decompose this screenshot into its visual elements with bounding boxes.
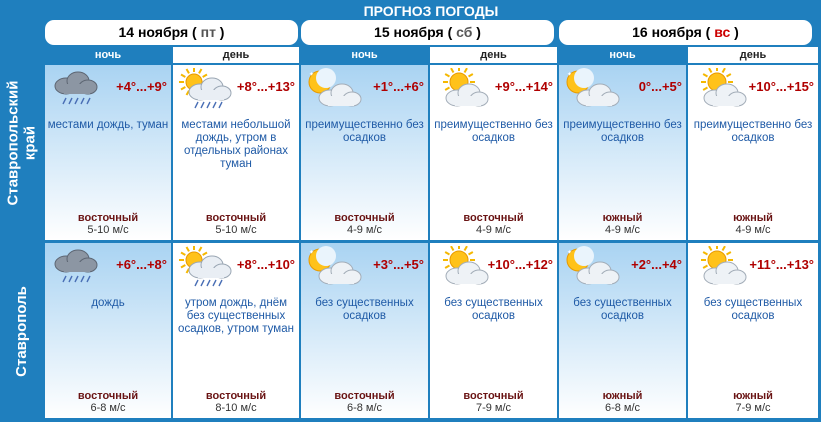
forecast-cell <box>688 65 818 240</box>
wind-direction: восточный <box>77 212 139 224</box>
weather-description: преимущественно без осадков <box>693 119 813 144</box>
period-day-label: день <box>430 47 557 63</box>
period-day-label: день <box>688 47 818 63</box>
wind-speed: 7-9 м/с <box>735 402 771 414</box>
weather-description: без существенных осадков <box>444 297 543 322</box>
weather-description: без существенных осадков <box>573 297 672 322</box>
day-weekday: пт <box>200 24 216 40</box>
temperature: +10°...+12° <box>487 257 553 272</box>
wind-speed: 5-10 м/с <box>87 224 129 236</box>
temperature: +2°...+4° <box>631 257 682 272</box>
day-date: 15 ноября <box>374 24 444 40</box>
forecast-cell <box>559 243 686 418</box>
weather-description: местами дождь, туман <box>47 119 169 131</box>
wind-direction: восточный <box>334 390 395 402</box>
weather-description: без существенных осадков <box>703 297 803 322</box>
forecast-cell <box>173 65 299 240</box>
sun-cloud-icon <box>433 68 491 112</box>
region-label <box>0 45 43 240</box>
weather-description: дождь <box>91 297 125 309</box>
wind-speed: 5-10 м/с <box>215 224 257 236</box>
wind-direction: южный <box>602 390 643 402</box>
wind-speed: 6-8 м/с <box>346 402 383 414</box>
svg-text:✦: ✦ <box>309 250 315 256</box>
wind-direction: южный <box>733 212 773 224</box>
weather-description: преимущественно без осадков <box>563 119 682 144</box>
weather-description: местами небольшой дождь, утром в отдельных районах туман <box>181 119 291 170</box>
region-label <box>0 243 43 420</box>
day-header-1: 14 ноября ( пт ) <box>45 20 298 45</box>
temperature: +1°...+6° <box>373 79 424 94</box>
period-night-label: ночь <box>301 47 428 63</box>
weather-description: преимущественно без осадков <box>305 119 424 144</box>
forecast-cell <box>301 65 428 240</box>
forecast-cell <box>301 243 428 418</box>
temperature: +6°...+8° <box>116 257 167 272</box>
weather-description: утром дождь, днём без существенных осадков, утром туман <box>178 297 294 335</box>
wind-direction: восточный <box>77 390 139 402</box>
temperature: +11°...+13° <box>749 257 814 272</box>
region-name: Ставрополь <box>13 286 31 377</box>
cloud-rain-icon <box>48 68 106 112</box>
temperature: +9°...+14° <box>494 79 553 94</box>
temperature: +8°...+10° <box>236 257 295 272</box>
forecast-title: ПРОГНОЗ ПОГОДЫ <box>363 3 499 19</box>
period-night-label: ночь <box>559 47 686 63</box>
wind-direction: восточный <box>205 212 267 224</box>
sun-cloud-rain-icon <box>176 246 234 290</box>
day-date: 14 ноября <box>118 24 189 40</box>
forecast-cell <box>559 65 686 240</box>
period-day-label: день <box>173 47 299 63</box>
temperature: +10°...+15° <box>748 79 814 94</box>
wind-speed: 4-9 м/с <box>346 224 383 236</box>
svg-text:✦: ✦ <box>567 250 573 256</box>
cloud-rain-icon <box>48 246 106 290</box>
temperature: +3°...+5° <box>373 257 424 272</box>
temperature: +8°...+13° <box>236 79 295 94</box>
temperature: +4°...+9° <box>116 79 167 94</box>
sun-cloud-rain-icon <box>176 68 234 112</box>
temperature: 0°...+5° <box>638 79 682 94</box>
wind-direction: восточный <box>334 212 395 224</box>
moon-cloud-icon <box>304 246 362 290</box>
region-name: Ставропольский край <box>4 80 39 205</box>
moon-cloud-icon <box>562 68 620 112</box>
day-weekday: вс <box>714 24 731 40</box>
wind-speed: 6-8 м/с <box>604 402 641 414</box>
day-header-3: 16 ноября ( вс ) <box>559 20 812 45</box>
forecast-cell <box>173 243 299 418</box>
wind-speed: 4-9 м/с <box>604 224 641 236</box>
wind-direction: восточный <box>205 390 267 402</box>
svg-text:✦: ✦ <box>309 72 315 78</box>
forecast-cell <box>45 243 171 418</box>
wind-speed: 8-10 м/с <box>215 402 257 414</box>
forecast-cell <box>430 243 557 418</box>
wind-speed: 7-9 м/с <box>475 402 512 414</box>
moon-cloud-icon <box>304 68 362 112</box>
period-night-label: ночь <box>45 47 171 63</box>
day-weekday: сб <box>456 24 473 40</box>
sun-cloud-icon <box>433 246 491 290</box>
weather-description: преимущественно без осадков <box>434 119 553 144</box>
wind-direction: южный <box>602 212 643 224</box>
weather-description: без существенных осадков <box>315 297 414 322</box>
svg-text:✦: ✦ <box>567 72 573 78</box>
day-date: 16 ноября <box>632 24 702 40</box>
wind-direction: южный <box>733 390 773 402</box>
day-header-2: 15 ноября ( сб ) <box>301 20 554 45</box>
forecast-cell <box>688 243 818 418</box>
moon-cloud-icon <box>562 246 620 290</box>
wind-speed: 4-9 м/с <box>735 224 771 236</box>
forecast-cell <box>430 65 557 240</box>
wind-speed: 6-8 м/с <box>90 402 126 414</box>
wind-direction: восточный <box>463 212 524 224</box>
wind-speed: 4-9 м/с <box>475 224 512 236</box>
wind-direction: восточный <box>463 390 524 402</box>
forecast-cell <box>45 65 171 240</box>
sun-cloud-icon <box>691 68 749 112</box>
sun-cloud-icon <box>691 246 749 290</box>
